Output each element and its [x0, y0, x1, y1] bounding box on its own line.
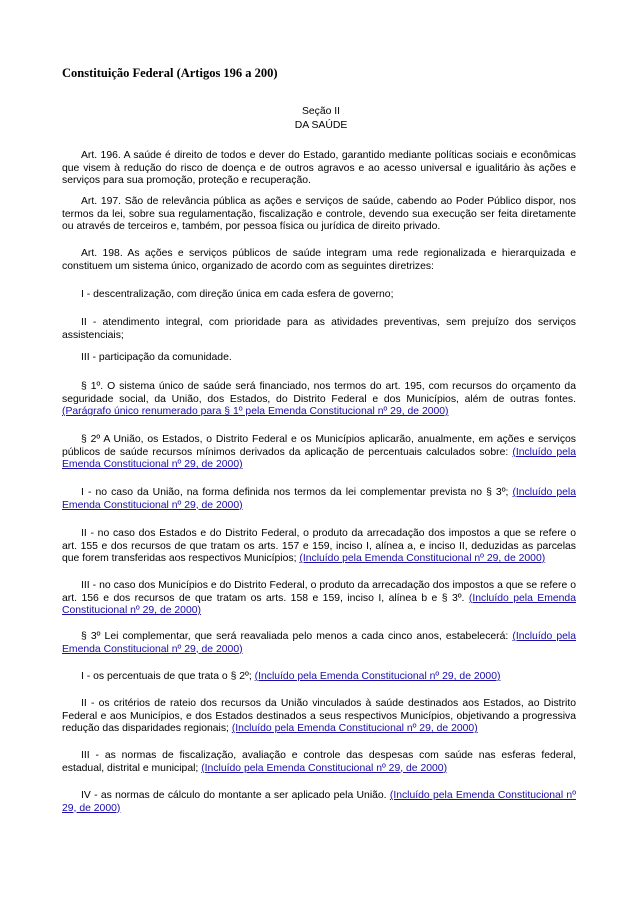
paragraph-text: § 2º A União, os Estados, o Distrito Federal e os Municípios aplicarão, anualmente, em ações e serviços públicos de saúde recursos mínimos derivados da aplicação de percentuais calculados sobre:	[62, 434, 576, 458]
directive-iii	[62, 352, 576, 365]
directive-i	[62, 289, 576, 302]
paragraph-text: II - os critérios de rateio dos recursos da União vinculados à saúde destinados aos Estados, ao Distrito Federal e aos Municípios, e dos Estados destinados a seus respectivos Municípios, objetivando a progressiva redução das disparidades regionais;	[62, 698, 576, 734]
amendment-link[interactable]: (Incluído pela Emenda Constitucional nº 29, de 2000)	[299, 553, 546, 564]
amendment-link[interactable]: (Incluído pela Emenda Constitucional nº 29, de 2000)	[254, 671, 501, 682]
paragraph-text: § 1º. O sistema único de saúde será financiado, nos termos do art. 195, com recursos do orçamento da seguridade social, da União, dos Estados, do Distrito Federal e dos Municípios, além de outras fontes.	[62, 381, 576, 405]
paragraph-text: IV - as normas de cálculo do montante a ser aplicado pela União.	[81, 790, 387, 801]
amendment-link[interactable]: (Incluído pela Emenda Constitucional nº 29, de 2000)	[62, 592, 576, 616]
amendment-link[interactable]: (Incluído pela Emenda Constitucional nº 29, de 2000)	[62, 631, 577, 655]
paragraph-1	[62, 381, 576, 419]
paragraph-text: Art. 198. As ações e serviços públicos de saúde integram uma rede regionalizada e hierarquizada e constituem um sistema único, organizado de acordo com as seguintes diretrizes:	[62, 248, 576, 272]
paragraph-3-item-iii	[62, 750, 576, 775]
paragraph-2-item-iii	[62, 580, 576, 618]
paragraph-2-item-i	[62, 487, 576, 512]
amendment-link[interactable]: (Parágrafo único renumerado para § 1º pela Emenda Constitucional nº 29, de 2000)	[62, 406, 449, 417]
amendment-link[interactable]: (Incluído pela Emenda Constitucional nº 29, de 2000)	[201, 762, 448, 774]
paragraph-2	[62, 434, 576, 472]
document-title: Constituição Federal (Artigos 196 a 200)	[62, 66, 278, 80]
section-number: Seção II	[301, 106, 341, 117]
paragraph-3-item-i	[62, 671, 576, 684]
section-name: DA SAÚDE	[294, 119, 348, 131]
amendment-link[interactable]: (Incluído pela Emenda Constitucional nº 29, de 2000)	[62, 446, 576, 470]
article-198	[62, 248, 576, 273]
paragraph-text: II - atendimento integral, com prioridade para as atividades preventivas, sem prejuízo dos serviços assistenciais;	[62, 317, 576, 341]
amendment-link[interactable]: (Incluído pela Emenda Constitucional nº 29, de 2000)	[231, 723, 478, 734]
directive-ii	[62, 317, 576, 342]
paragraph-text: I - descentralização, com direção única em cada esfera de governo;	[81, 289, 394, 300]
paragraph-text: Art. 197. São de relevância pública as ações e serviços de saúde, cabendo ao Poder Público dispor, nos termos da lei, sobre sua regulamentação, fiscalização e controle, devendo sua execução ser feita diretamente ou através de terceiros e, também, por pessoa física ou jurídica de direito privado.	[62, 196, 576, 232]
paragraph-text: II - no caso dos Estados e do Distrito Federal, o produto da arrecadação dos impostos a que se refere o art. 155 e dos recursos de que tratam os arts. 157 e 159, inciso I, alínea a, e inciso II, deduzidas as parcelas que forem transferidas aos respectivos Municípios;	[62, 528, 576, 564]
paragraph-text: § 3º Lei complementar, que será reavaliada pelo menos a cada cinco anos, estabelecerá:	[81, 631, 509, 642]
paragraph-3	[62, 631, 576, 656]
paragraph-2-item-ii	[62, 528, 576, 566]
article-196	[62, 150, 576, 188]
section-heading	[62, 105, 576, 132]
article-197	[62, 196, 576, 234]
paragraph-3-item-ii	[62, 698, 576, 736]
paragraph-text: I - os percentuais de que trata o § 2º;	[81, 671, 252, 682]
paragraph-3-item-iv	[62, 790, 576, 815]
paragraph-text: I - no caso da União, na forma definida nos termos da lei complementar prevista no § 3º;	[81, 487, 509, 498]
paragraph-text: Art. 196. A saúde é direito de todos e dever do Estado, garantido mediante políticas sociais e econômicas que visem à redução do risco de doença e de outros agravos e ao acesso universal e igualitário às ações e serviços para sua promoção, proteção e recuperação.	[62, 150, 576, 186]
amendment-link[interactable]: (Incluído pela Emenda Constitucional nº 29, de 2000)	[62, 487, 577, 511]
paragraph-text: III - no caso dos Municípios e do Distrito Federal, o produto da arrecadação dos impostos a que se refere o art. 156 e dos recursos de que tratam os arts. 158 e 159, inciso I, alínea b e § 3º.	[62, 580, 576, 604]
paragraph-text: III - participação da comunidade.	[81, 352, 232, 363]
amendment-link[interactable]: (Incluído pela Emenda Constitucional nº 29, de 2000)	[62, 790, 576, 814]
paragraph-text: III - as normas de fiscalização, avaliação e controle das despesas com saúde nas esferas federal, estadual, distrital e municipal;	[62, 750, 576, 774]
